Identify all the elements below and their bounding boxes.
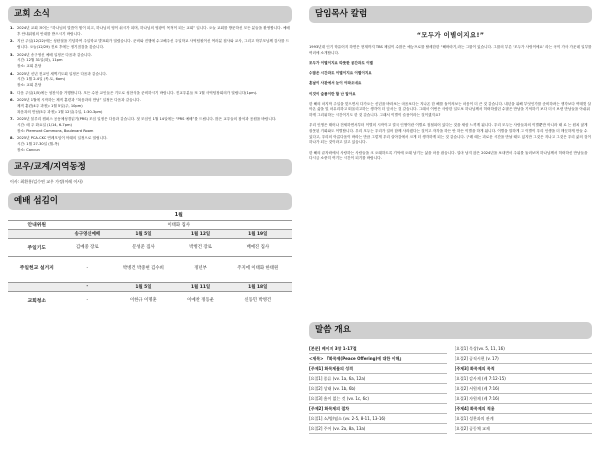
news-item-detail: 제직 훈련(4주 과정): 1월 5일(주, 10pm) <box>17 104 83 109</box>
news-item-body <box>17 26 292 37</box>
table-cell: - <box>86 265 89 271</box>
news-item-number: 8. <box>10 136 14 141</box>
news-item-detail: 장소: Cancun <box>17 147 40 152</box>
column-paragraph: 한 해의 마지막 주일을 맞으면서 다가오는 신년을 바라보는 마음보다는 지나온 한 해를 돌이켜보는 마음이 더 큰 것 같습니다. 내년을 위해 부엇인가를 준비하려는 생각보다 여태껏 살아온 삶을 및 마무리하고 떠올리고하는 생각이 더 앞서는 것 같습니다. 그래서 이번은 사랑한 일도보 하나님께서 허락하셨던 수많은 만남을 기억하기 보다 더시 보낸 만남들을 아쉬워 하게 그리워하는 시간이기도 한 것 같습니다. 그래서 이별이 슬픔이라는 것이겠지요? <box>309 101 591 118</box>
news-item-text: 2025년 신년 전교인 새벽기도회 일정은 다음과 같습니다. <box>17 71 108 76</box>
news-item-body <box>17 136 292 153</box>
sermon-outline-item: [요절1] 소/양/염소 (vv. 2-5, 8-11, 13-16) <box>309 414 447 424</box>
column-paragraph: 1993년대 인기 학유어지 하면은 현재까지 TBS 채널이 수많은 예능프로를 탈세한한 “해바라기,라는 그룹이 있습니다. 그룹의 부른 ‘모두가 사랑이에요’ 라는 곡이 가사 가운데 일부를 여러에 소개합니다. <box>309 45 592 55</box>
sermon-outline-item: [주제1] 화목제물의 성격 <box>309 364 447 374</box>
table-cell: 배예진 집사 <box>246 245 270 251</box>
news-item-detail: 장소: 교회 본당 <box>17 63 42 68</box>
news-section-header: 교회 소식 <box>8 6 292 23</box>
news-item-number: 1. <box>10 26 14 30</box>
table-header-cell: 1월 19일 <box>224 229 292 238</box>
news-item-number: 6. <box>10 98 14 103</box>
news-item-body <box>17 91 292 97</box>
news-item <box>8 136 292 153</box>
news-item-body <box>17 53 292 70</box>
news-item-text: 2025년 PCA-CKC 연례모임이 아래의 일정으로 열립니다. <box>17 136 108 141</box>
sermon-outline-item: [요절2] 공직시편 (v. 17) <box>455 354 593 364</box>
service-section-header: 예배 섬김이 <box>8 193 292 210</box>
prayer-label: 주일기도 <box>27 245 47 251</box>
column-lyric-line: 이것이 슬픔이란 할 난 알아요 <box>309 91 356 96</box>
sermon-outline-item: [요절2] 서원제 (레 7:16) <box>455 384 593 394</box>
sermon-outline-item: [요절1] 감사제 (레 7:12-15) <box>455 374 593 384</box>
service-table <box>8 210 292 309</box>
news-item <box>8 39 292 50</box>
dish-label: 주일헌교 설거지 <box>19 265 54 271</box>
table-cell: 박병건 박중현 김수희 <box>122 265 164 271</box>
news-item-detail: 시간: 12월 31일(화), 11pm <box>17 58 63 63</box>
sermon-outline-item: [요절1] 종류 (vv. 1a, 6a, 12a) <box>309 374 447 384</box>
column-paragraph: 우리 인생은 태어나 전세하면서부터 이별의 시작이고 결국 인생이란 이별로 점철되어 있다는 것을 새삼 느끼게 됩니다. 우리 모두는 사랑들과의 이별뿐만 아니라 때 로 는 원치 않게 잘못된 기회와도 이별합니다. 우리 모두는 우리가 걸어 함께 사라졌다는 것이고 자각을 하든 안 하든 이별을 하게 됩니다. 이별을 말하게 그 이별이 우리 인생을 더 깨끗하게 만들 수 있다고, 우리의 아름다움이 바라는 만큼 그렇게 우리 살아감에서 크게 더 생각하게 되는 것 같습니다. 구레 때는 괴로운 시간을 만날 때도 있지만 그것은 지나고 그것은 우리 삶의 것이 하나가 되는 것이라고 알고 있습니다. <box>309 123 591 145</box>
table-cell: 박병건 장로 <box>189 245 212 251</box>
news-item <box>8 72 292 89</box>
news-item-detail: 복음과의 만남(5주 과정): 1월 12일(주일, 1:30-3pm) <box>17 109 103 114</box>
table-header-cell: - <box>65 282 109 291</box>
news-item-text: 2024년 교회 표어는 “하나님의 말씀이 힘이 되고, 하나님의 영이 쉬시가 되며, 하나님의 영광이 목적이 되는 교회” 입니다. 오늘 교회를 방문하신 모든 분들을 환영합니다. 예배 후 안내위원의 안내를 받으시기 바랍니다. <box>17 26 290 36</box>
column-lyric-line: 수많은 시간과도 이별이지요 이별이지요 <box>309 71 372 76</box>
table-cell: 이예찬 정동운 <box>187 298 214 304</box>
news-item-detail: 시간: 1월 2-4일 (목-토, 6am) <box>17 77 65 82</box>
table-cell: 신동민 박병건 <box>244 298 272 304</box>
table-cell: 이한규 이명훈 <box>129 298 157 304</box>
community-news-line: 이사: 최환홍/김수연 교우 가정(이레 이사) <box>10 179 83 185</box>
news-item <box>8 53 292 70</box>
sermon-outline-item: [요절2] 상태 (vv. 1b, 6b) <box>309 384 447 394</box>
news-item-detail: 장소: 교회 본당 <box>17 82 42 87</box>
column-lyric-line: 모두가 이별이지요 따뜻한 공간과도 이별 <box>309 60 374 65</box>
service-section <box>8 193 292 309</box>
news-item <box>8 98 292 115</box>
sermon-section <box>309 322 592 434</box>
news-list <box>8 26 292 153</box>
news-item-body <box>17 72 292 89</box>
table-header-cell: 송구영신예배 <box>65 229 109 238</box>
news-item-body <box>17 117 292 134</box>
column-paragraph: 한 해의 끝자락에서 사랑하는 사람들을 크 오래하도록 기억에 오래 남기는 삶을 마음 잡습니다. 얼마 남지 않은 2024년을 보내면서 주위를 둘러보며 하나님께서 허락하신 만남들을 다시금 소중히 여기는 시간이 되기를 바랍니다. <box>309 150 588 161</box>
table-header-cell: 1월 12일 <box>178 229 224 238</box>
sermon-outline-item: [요절2] 주어 (vv. 2a, 8a, 13a) <box>309 424 447 434</box>
sermon-outline-item: [주제3] 화목제의 목적 <box>455 364 593 374</box>
right-column <box>303 0 600 463</box>
sermon-outline-item: [요절2] 공동체 교제 <box>455 424 593 434</box>
news-item-text: 다음 주일(1/5)에는 성찬식을 거행합니다. 모든 수찬 교인들은 기도로 성찬식을 준비하시기 바랍니다. 진교우분들 또 1월 사역팀장회의가 열립니다(1pm). <box>17 90 258 95</box>
table-header-cell: 1월 5일 <box>109 282 177 291</box>
sermon-outline-item: <제목> 『화목제(Peace Offering)에 대한 이해』 <box>309 354 447 364</box>
news-item-number: 4. <box>10 71 14 76</box>
news-item-body <box>17 39 292 50</box>
sermon-outline-item: [주제2] 화목제의 절차 <box>309 404 447 414</box>
news-item-number: 3. <box>10 52 14 57</box>
news-item-detail: 시간: 매 주 화요일 (1/14, 6-7pm) <box>17 123 72 128</box>
table-cell: 김예중 장로 <box>76 245 99 251</box>
news-item-body <box>17 98 292 115</box>
column-title: “모두가 이별이지요!” <box>416 31 485 39</box>
news-item-detail: 장소: Piermont Commons, Boulevard Room <box>17 128 94 133</box>
sermon-outline <box>309 344 592 434</box>
column-section-header: 담임목사 칼럼 <box>309 6 592 23</box>
sermon-outline-item: [요절1] 성찬과의 관계 <box>455 414 593 424</box>
sermon-outline-item: [본문] 베이지 3장 1-17절 <box>309 344 447 354</box>
community-section <box>8 159 292 185</box>
table-header-cell: 1월 11일 <box>178 282 224 291</box>
table-header-cell: 1월 18일 <box>224 282 292 291</box>
table-cell: 주지에 이태화 한태원 <box>237 265 279 271</box>
news-item-detail: 시간: 1월 27-30일 (월-목) <box>17 142 60 146</box>
community-section-header: 교우/교계/지역동정 <box>8 159 292 176</box>
column-body <box>309 45 592 162</box>
news-item-number: 5. <box>10 90 14 95</box>
service-month: 1월 <box>174 213 183 219</box>
news-item <box>8 117 292 134</box>
news-item-text: 지난 주일(12/22)에는 성탄절을 기념하여 주일학교 발표회가 열렸습니다. 준비와 진행에 수고해주신 주일학교 사역팀원이신 여러분 집사와 교사, 그리고 학부모님께 감사를 드립니다. 오늘(12/29) 진료 후에는 정기점검을 갖습니다. <box>17 39 290 49</box>
news-item <box>8 91 292 97</box>
usher-label: 안내위원 <box>27 223 47 229</box>
sermon-outline-item: [요절3] 자원제 (레 7:16) <box>455 394 593 404</box>
usher-value: 이태화 집사 <box>167 222 191 228</box>
sermon-outline-item: [요절1] 묵상(vv. 5, 11, 16) <box>455 344 593 354</box>
news-item-number: 7. <box>10 117 14 122</box>
sermon-outline-item: [요절3] 흠이 없는 것 (vv. 1c, 6c) <box>309 394 447 404</box>
sermon-section-header: 말씀 개요 <box>309 322 592 339</box>
cleaning-label: 교회청소 <box>27 298 47 304</box>
news-item-number: 2. <box>10 39 14 44</box>
news-item-text: 2025년 1월에 시작하는 제직 훈련과 “복음과의 만남” 일정은 다음과 같습니다. <box>17 98 141 103</box>
news-item-text: 2025년 블루리 캠퍼스 공동체성경읽기(PRS) 모임 일정은 다음과 같습니다. 첫 모임인 1월 14일에는 “PRS 예배”를 드립니다. 많은 교우들의 참석과 응원을 바랍니다. <box>17 117 277 122</box>
sermon-outline-item: [주제4] 화목제의 적용 <box>455 404 593 414</box>
column-lyric-line: 혼날이 사관에서 눈이 아파오네요 <box>309 81 362 86</box>
news-item-text: 2024년 송구영신 예배 일정은 다음과 같습니다. <box>17 52 93 57</box>
news-item <box>8 26 292 37</box>
table-cell: - <box>86 297 89 303</box>
table-header-cell: 1월 5일 <box>109 229 177 238</box>
table-cell: 정년부 <box>194 265 207 271</box>
table-cell: 문성준 집사 <box>132 245 155 251</box>
